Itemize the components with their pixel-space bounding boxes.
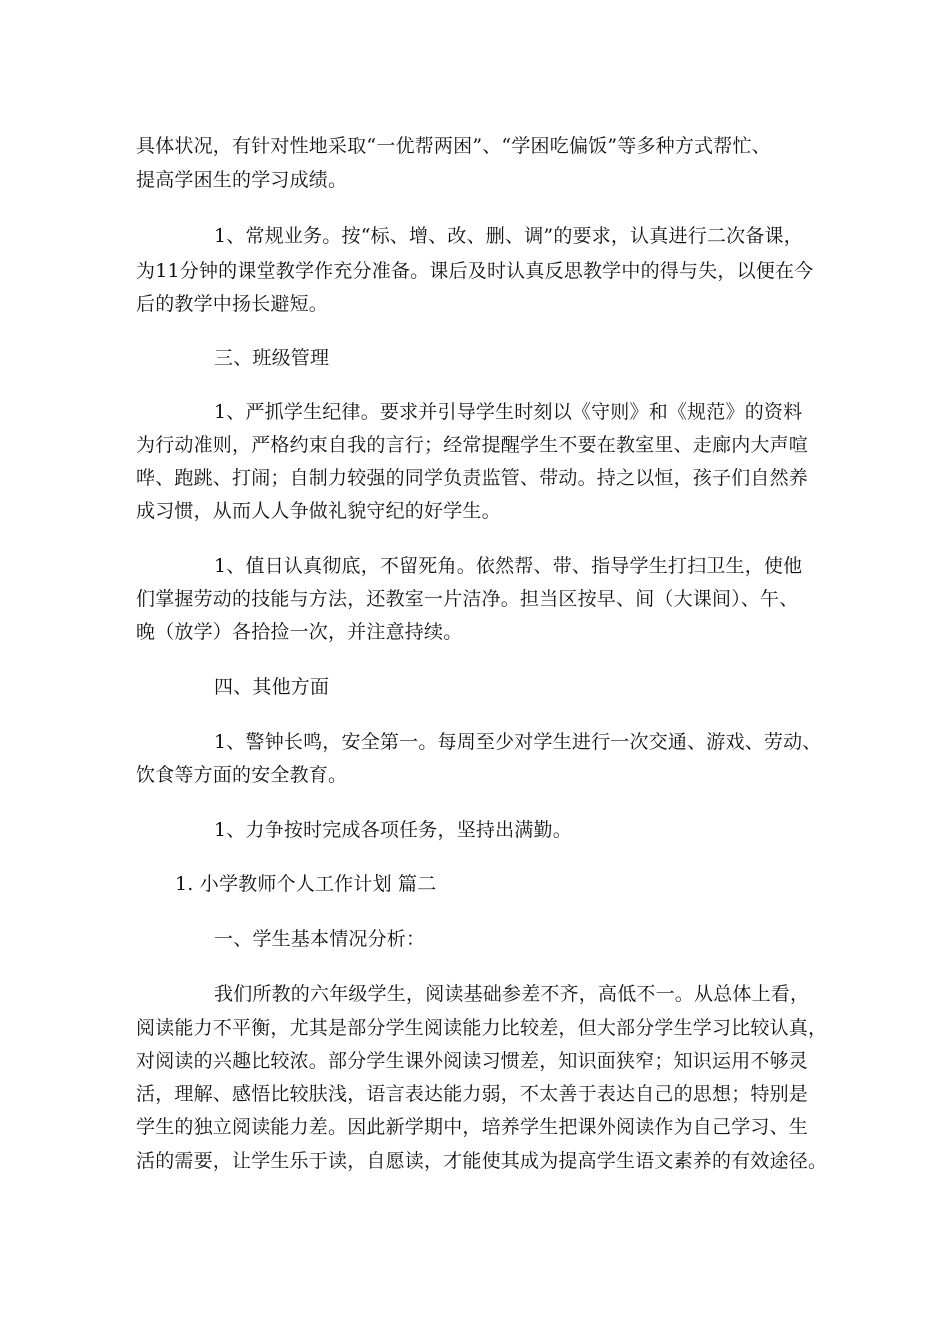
text-line: 晚（放学）各拾捡一次，并注意持续。 xyxy=(136,621,463,643)
section-heading: 三、班级管理 xyxy=(214,347,330,369)
text-line: 为11分钟的课堂教学作充分准备。课后及时认真反思教学中的得与失，以便在今 xyxy=(136,260,814,282)
text-line: 1、警钟长鸣，安全第一。每周至少对学生进行一次交通、游戏、劳动、 xyxy=(214,731,822,753)
text-line: 1、值日认真彻底，不留死角。依然帮、带、指导学生打扫卫生，使他 xyxy=(214,555,803,577)
text-line: 阅读能力不平衡，尤其是部分学生阅读能力比较差，但大部分学生学习比较认真， xyxy=(136,1017,828,1039)
text-line: 后的教学中扬长避短。 xyxy=(136,293,329,315)
text-line: 1、常规业务。按“标、增、改、删、调”的要求，认真进行二次备课， xyxy=(214,225,803,247)
text-line: 饮食等方面的安全教育。 xyxy=(136,764,348,786)
text-line: 们掌握劳动的技能与方法，还教室一片洁净。担当区按早、间（大课间）、午、 xyxy=(136,588,799,610)
text-line: 具体状况，有针对性地采取“一优帮两困”、“学困吃偏饭”等多种方式帮忙、 xyxy=(136,135,771,157)
text-line: 活的需要，让学生乐于读，自愿读，才能使其成为提高学生语文素养的有效途径。 xyxy=(136,1150,828,1172)
text-line: 为行动准则，严格约束自我的言行；经常提醒学生不要在教室里、走廊内大声喧 xyxy=(136,434,809,456)
text-line: 学生的独立阅读能力差。因此新学期中，培养学生把课外阅读作为自己学习、生 xyxy=(136,1116,809,1138)
section-heading: 四、其他方面 xyxy=(214,676,330,698)
section-heading: 一、学生基本情况分析： xyxy=(214,928,426,950)
text-line: 哗、跑跳、打闹；自制力较强的同学负责监管、带动。持之以恒，孩子们自然养 xyxy=(136,467,809,489)
section-title: 1. 小学教师个人工作计划 篇二 xyxy=(175,873,437,895)
text-line: 活，理解、感悟比较肤浅，语言表达能力弱，不太善于表达自己的思想；特别是 xyxy=(136,1083,809,1105)
text-line: 我们所教的六年级学生，阅读基础参差不齐，高低不一。从总体上看， xyxy=(214,983,810,1005)
text-line: 1、严抓学生纪律。要求并引导学生时刻以《守则》和《规范》的资料 xyxy=(214,401,803,423)
text-line: 提高学困生的学习成绩。 xyxy=(136,169,348,191)
text-line: 成习惯，从而人人争做礼貌守纪的好学生。 xyxy=(136,500,501,522)
text-line: 对阅读的兴趣比较浓。部分学生课外阅读习惯差，知识面狭窄；知识运用不够灵 xyxy=(136,1050,809,1072)
text-line: 1、力争按时完成各项任务，坚持出满勤。 xyxy=(214,819,572,841)
